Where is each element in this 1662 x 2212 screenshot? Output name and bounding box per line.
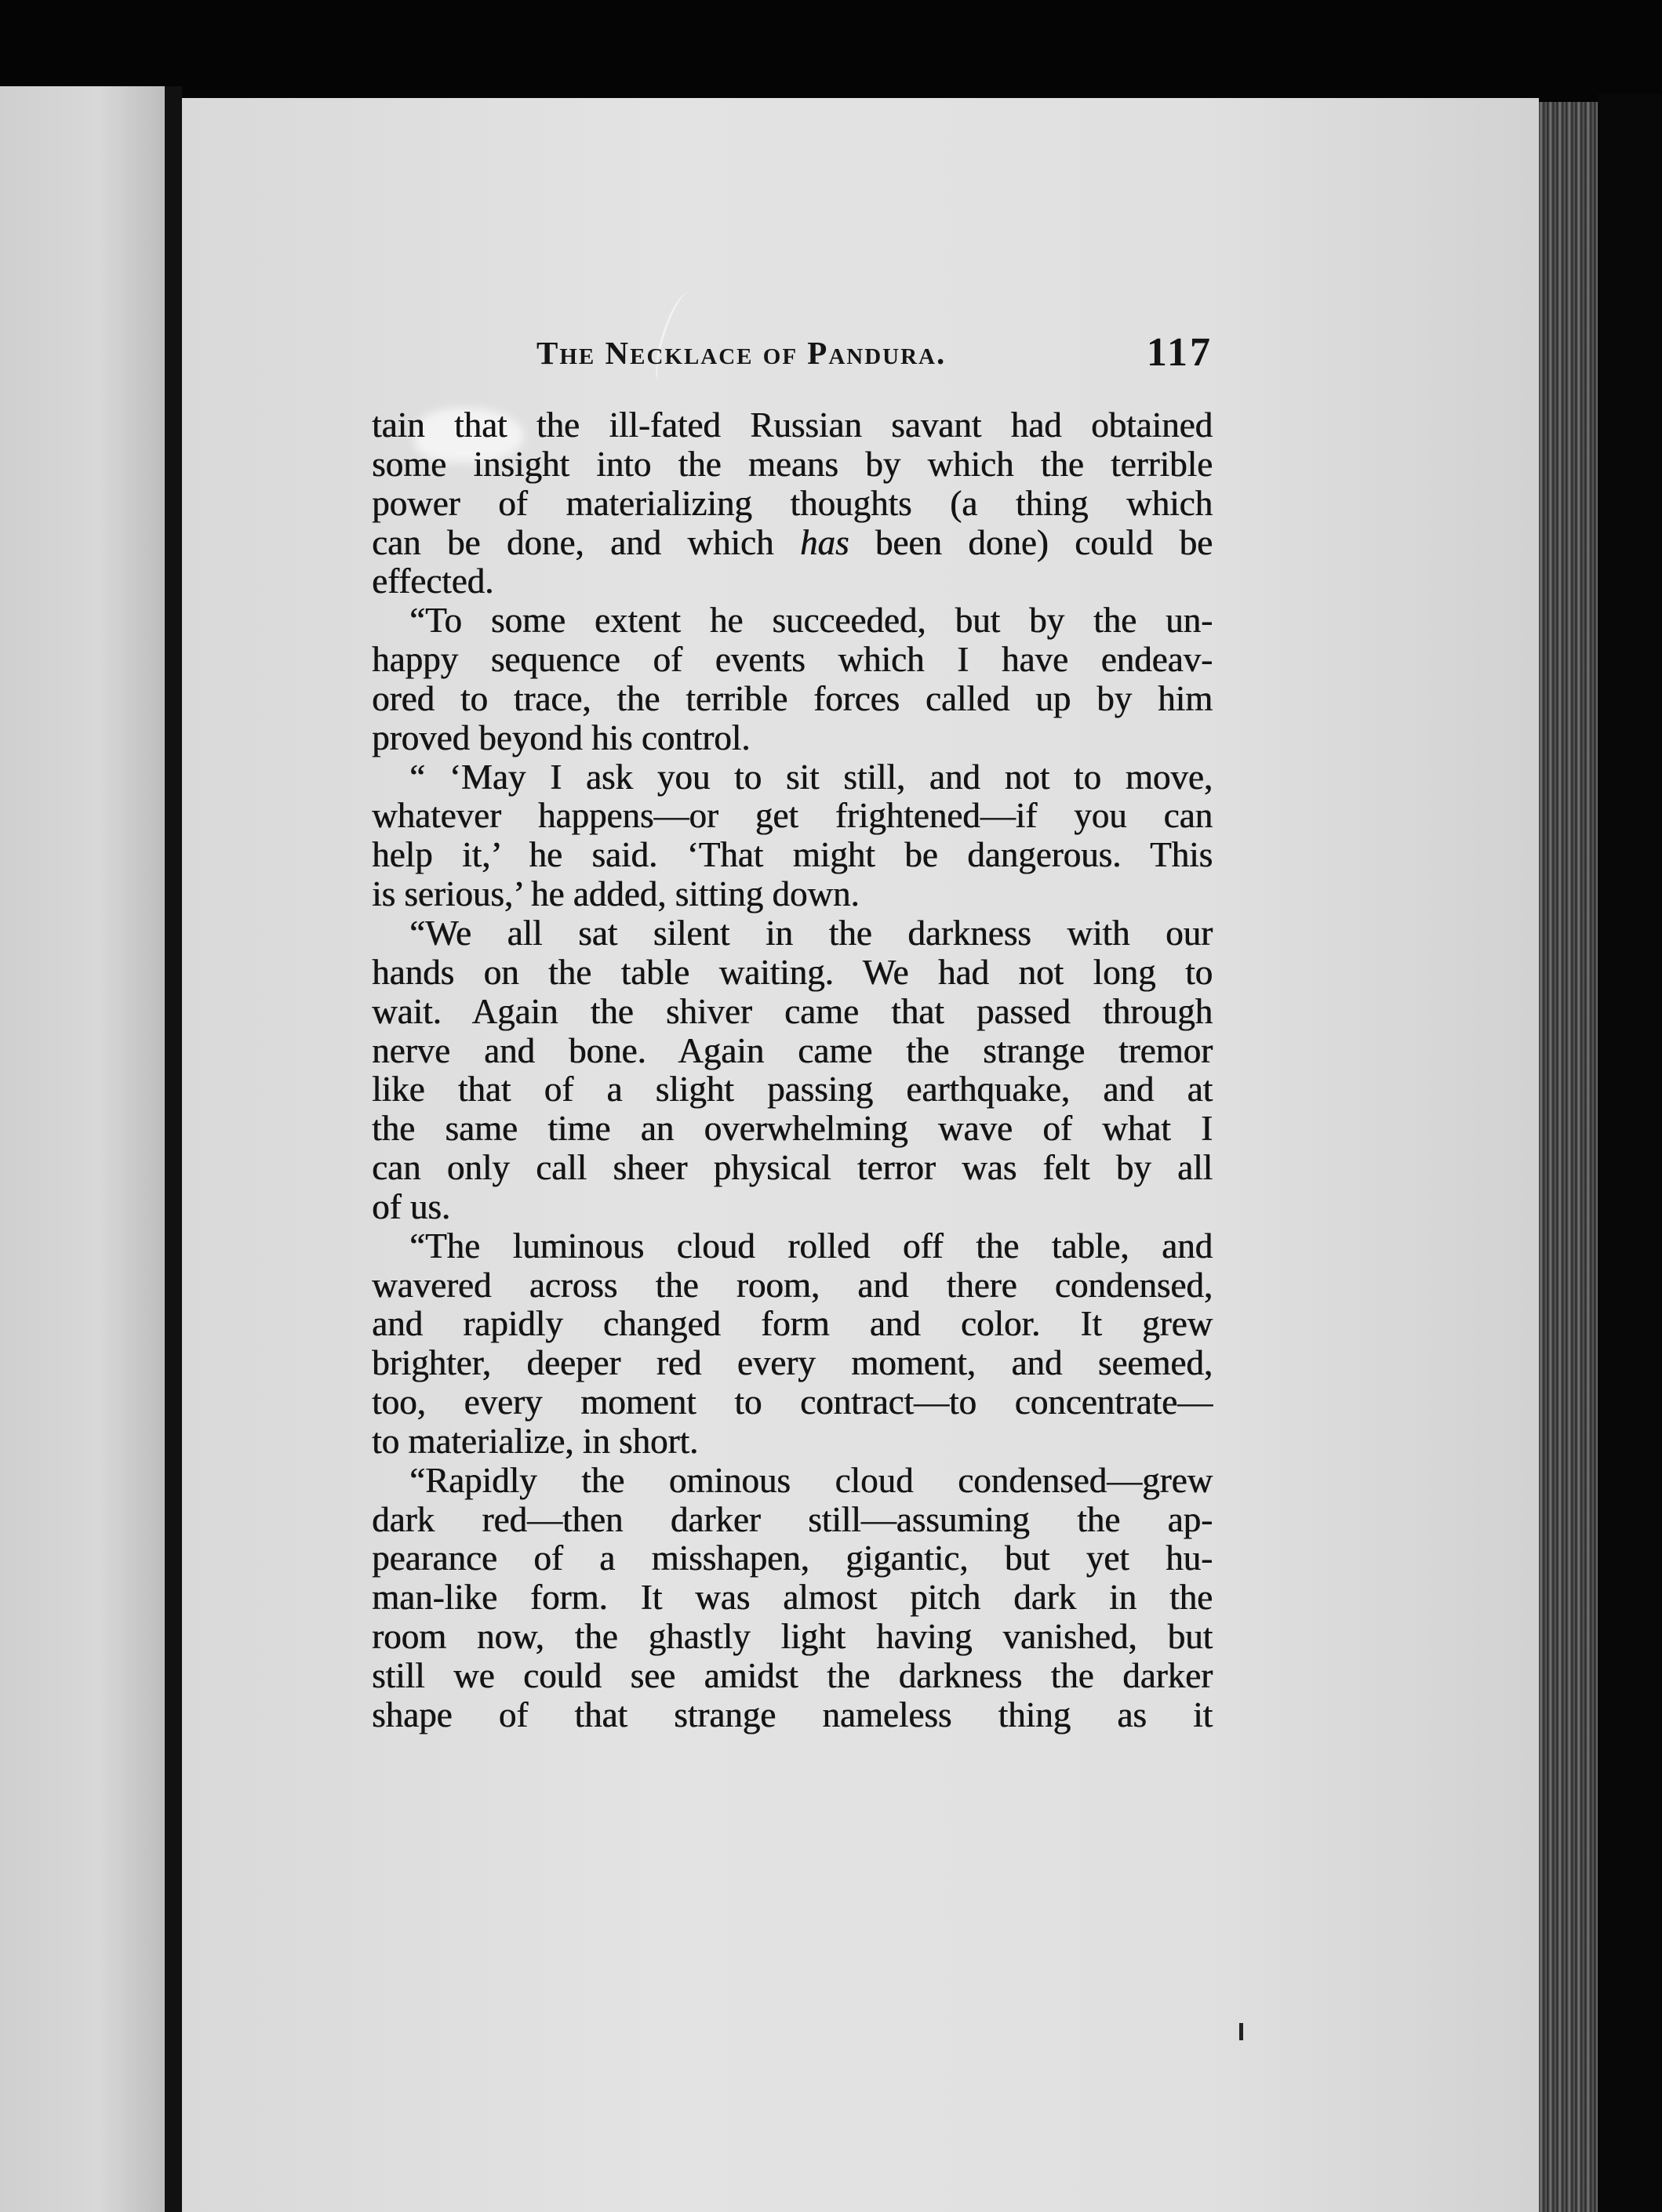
scan-top-border [0, 0, 1662, 102]
text-line: tain that the ill-fated Russian savant had obtained [372, 405, 1213, 445]
text-line: power of materializing thoughts (a thing which [372, 483, 1213, 523]
text-line: still we could see amidst the darkness the darker [372, 1656, 1213, 1695]
text-line: pearance of a misshapen, gigantic, but yet hu- [372, 1538, 1213, 1578]
text-line: wavered across the room, and there condensed, [372, 1265, 1213, 1305]
body-text [372, 406, 1213, 1735]
text-line: help it,’ he said. ‘That might be dangerous. This [372, 835, 1213, 875]
text-line: hands on the table waiting. We had not long to [372, 952, 1213, 992]
text-line: can be done, and which has been done) could be [372, 522, 1213, 562]
text-line: nerve and bone. Again came the strange tremor [372, 1030, 1213, 1070]
text-line: brighter, deeper red every moment, and seemed, [372, 1343, 1213, 1383]
text-line: proved beyond his control. [372, 717, 751, 757]
page-number: 117 [1146, 330, 1213, 375]
text-line: “The luminous cloud rolled off the table, and [409, 1226, 1213, 1266]
text-line: and rapidly changed form and color. It grew [372, 1304, 1213, 1344]
text-line: to materialize, in short. [372, 1421, 699, 1461]
text-line: shape of that strange nameless thing as it [372, 1694, 1213, 1734]
text-line: the same time an overwhelming wave of what I [372, 1109, 1213, 1149]
text-line: wait. Again the shiver came that passed through [372, 991, 1213, 1031]
text-line: “ ‘May I ask you to sit still, and not to move, [409, 757, 1213, 797]
text-line: man-like form. It was almost pitch dark in the [372, 1578, 1213, 1618]
text-line: “We all sat silent in the darkness with our [409, 913, 1213, 953]
page-stack-edge [1539, 102, 1598, 2212]
text-line: “Rapidly the ominous cloud condensed—grew [409, 1460, 1213, 1500]
text-line: can only call sheer physical terror was felt by all [372, 1148, 1213, 1188]
facing-page-edge [0, 86, 165, 2212]
scan-right-border [1598, 94, 1662, 2212]
text-line: like that of a slight passing earthquake, and at [372, 1070, 1213, 1110]
running-title: The Necklace of Pandura. [536, 335, 947, 371]
text-line: whatever happens—or get frightened—if you can [372, 796, 1213, 836]
text-line: dark red—then darker still—assuming the ap- [372, 1499, 1213, 1539]
text-line: “To some extent he succeeded, but by the un- [409, 601, 1213, 641]
book-gutter [165, 86, 182, 2212]
text-line: happy sequence of events which I have endeav- [372, 640, 1213, 680]
scan-speck [1239, 2023, 1243, 2040]
text-line: of us. [372, 1186, 450, 1226]
text-line: is serious,’ he added, sitting down. [372, 874, 860, 914]
text-line: ored to trace, the terrible forces called up by him [372, 678, 1213, 718]
text-line: effected. [372, 561, 494, 601]
text-line: too, every moment to contract—to concentrate— [372, 1382, 1213, 1422]
text-line: some insight into the means by which the terrible [372, 444, 1213, 484]
page-header [372, 329, 1213, 384]
text-line: room now, the ghastly light having vanished, but [372, 1617, 1213, 1657]
